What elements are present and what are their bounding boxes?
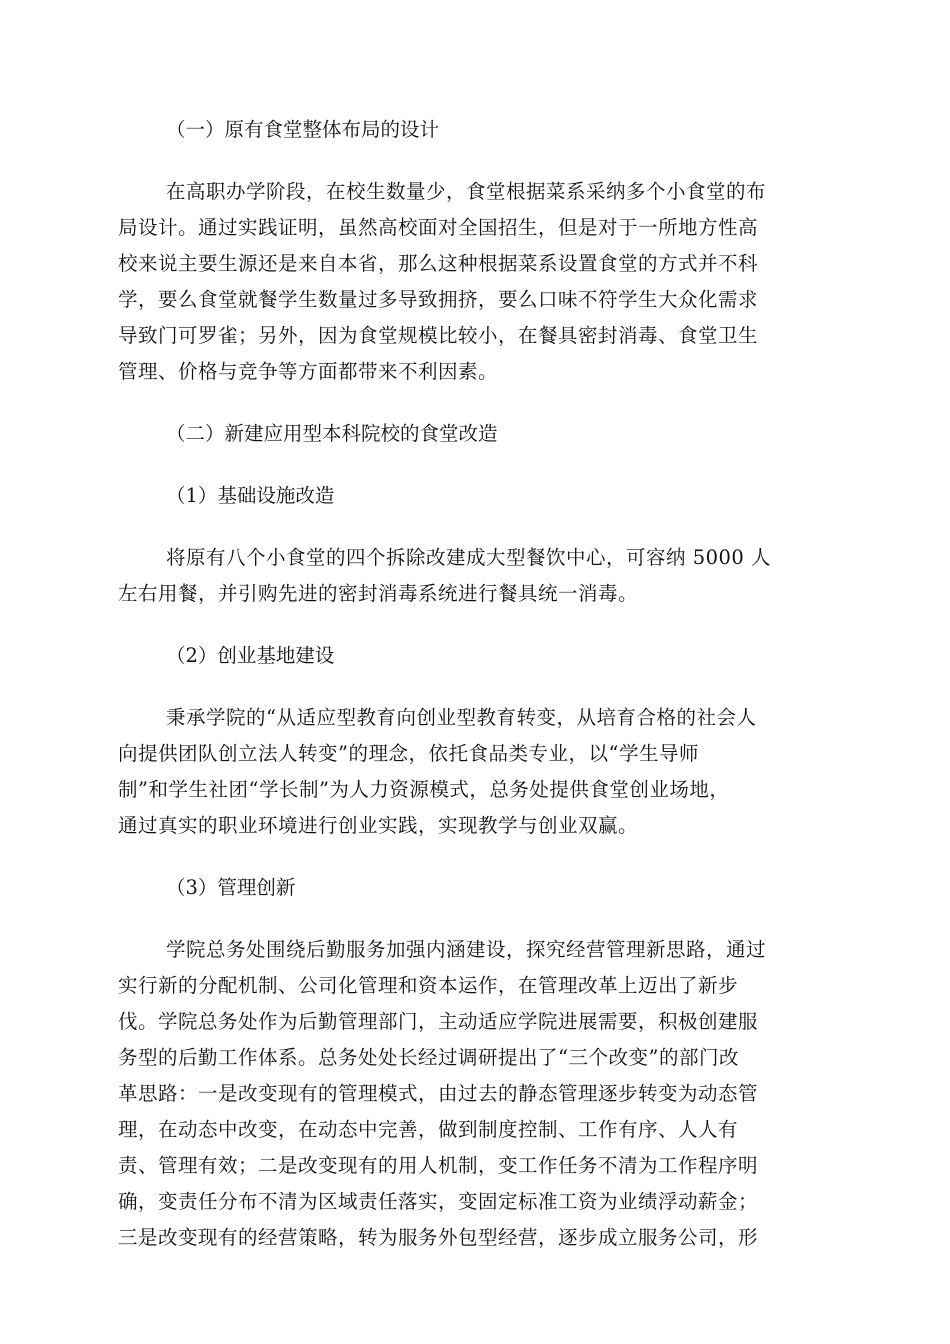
paragraph-line: 左右用餐，并引购先进的密封消毒系统进行餐具统一消毒。 (118, 582, 639, 605)
paragraph-entrepreneurship (118, 700, 832, 844)
paragraph-management (118, 932, 832, 1256)
paragraph-line: 三是改变现有的经营策略，转为服务外包型经营，逐步成立服务公司，形 (118, 1226, 759, 1249)
paragraph-line: 革思路：一是改变现有的管理模式，由过去的静态管理逐步转变为动态管 (118, 1082, 759, 1105)
paragraph-line: 确，变责任分布不清为区域责任落实，变固定标准工资为业绩浮动薪金； (118, 1190, 759, 1213)
paragraph-line: 秉承学院的“从适应型教育向创业型教育转变，从培育合格的社会人 (166, 706, 757, 729)
paragraph-line: 伐。学院总务处作为后勤管理部门，主动适应学院进展需要，积极创建服 (118, 1010, 759, 1033)
paragraph-original-layout (118, 174, 832, 390)
paragraph-line: 学院总务处围绕后勤服务加强内涵建设，探究经营管理新思路，通过 (166, 938, 767, 961)
paragraph-line: 将原有八个小食堂的四个拆除改建成大型餐饮中心，可容纳 5000 人 (166, 546, 772, 569)
subsection-heading-3: （3）管理创新 (166, 876, 296, 899)
paragraph-line: 理，在动态中改变，在动态中完善，做到制度控制、工作有序、人人有 (118, 1118, 739, 1141)
paragraph-line: 在高职办学阶段，在校生数量少，食堂根据菜系采纳多个小食堂的布 (166, 180, 767, 203)
paragraph-line: 学，要么食堂就餐学生数量过多导致拥挤，要么口味不符学生大众化需求 (118, 288, 759, 311)
paragraph-line: 向提供团队创立法人转变”的理念，依托食品类专业，以“学生导师 (118, 742, 699, 765)
paragraph-line: 校来说主要生源还是来自本省，那么这种根据菜系设置食堂的方式并不科 (118, 252, 759, 275)
subsection-heading-1: （1）基础设施改造 (166, 484, 335, 507)
section-heading-2: （二）新建应用型本科院校的食堂改造 (166, 422, 498, 445)
paragraph-line: 导致门可罗雀；另外，因为食堂规模比较小，在餐具密封消毒、食堂卫生 (118, 324, 759, 347)
paragraph-line: 务型的后勤工作体系。总务处处长经过调研提出了“三个改变”的部门改 (118, 1046, 739, 1069)
document-page (118, 112, 832, 1256)
paragraph-line: 通过真实的职业环境进行创业实践，实现教学与创业双赢。 (118, 814, 639, 837)
paragraph-line: 实行新的分配机制、公司化管理和资本运作，在管理改革上迈出了新步 (118, 974, 739, 997)
paragraph-line: 局设计。通过实践证明，虽然高校面对全国招生，但是对于一所地方性高 (118, 216, 759, 239)
subsection-heading-2: （2）创业基地建设 (166, 644, 335, 667)
paragraph-line: 责、管理有效；二是改变现有的用人机制，变工作任务不清为工作程序明 (118, 1154, 759, 1177)
section-heading-1: （一）原有食堂整体布局的设计 (166, 118, 440, 141)
paragraph-line: 制”和学生社团“学长制”为人力资源模式，总务处提供食堂创业场地， (118, 778, 730, 801)
paragraph-infrastructure (118, 540, 832, 612)
paragraph-line: 管理、价格与竞争等方面都带来不利因素。 (118, 360, 499, 383)
